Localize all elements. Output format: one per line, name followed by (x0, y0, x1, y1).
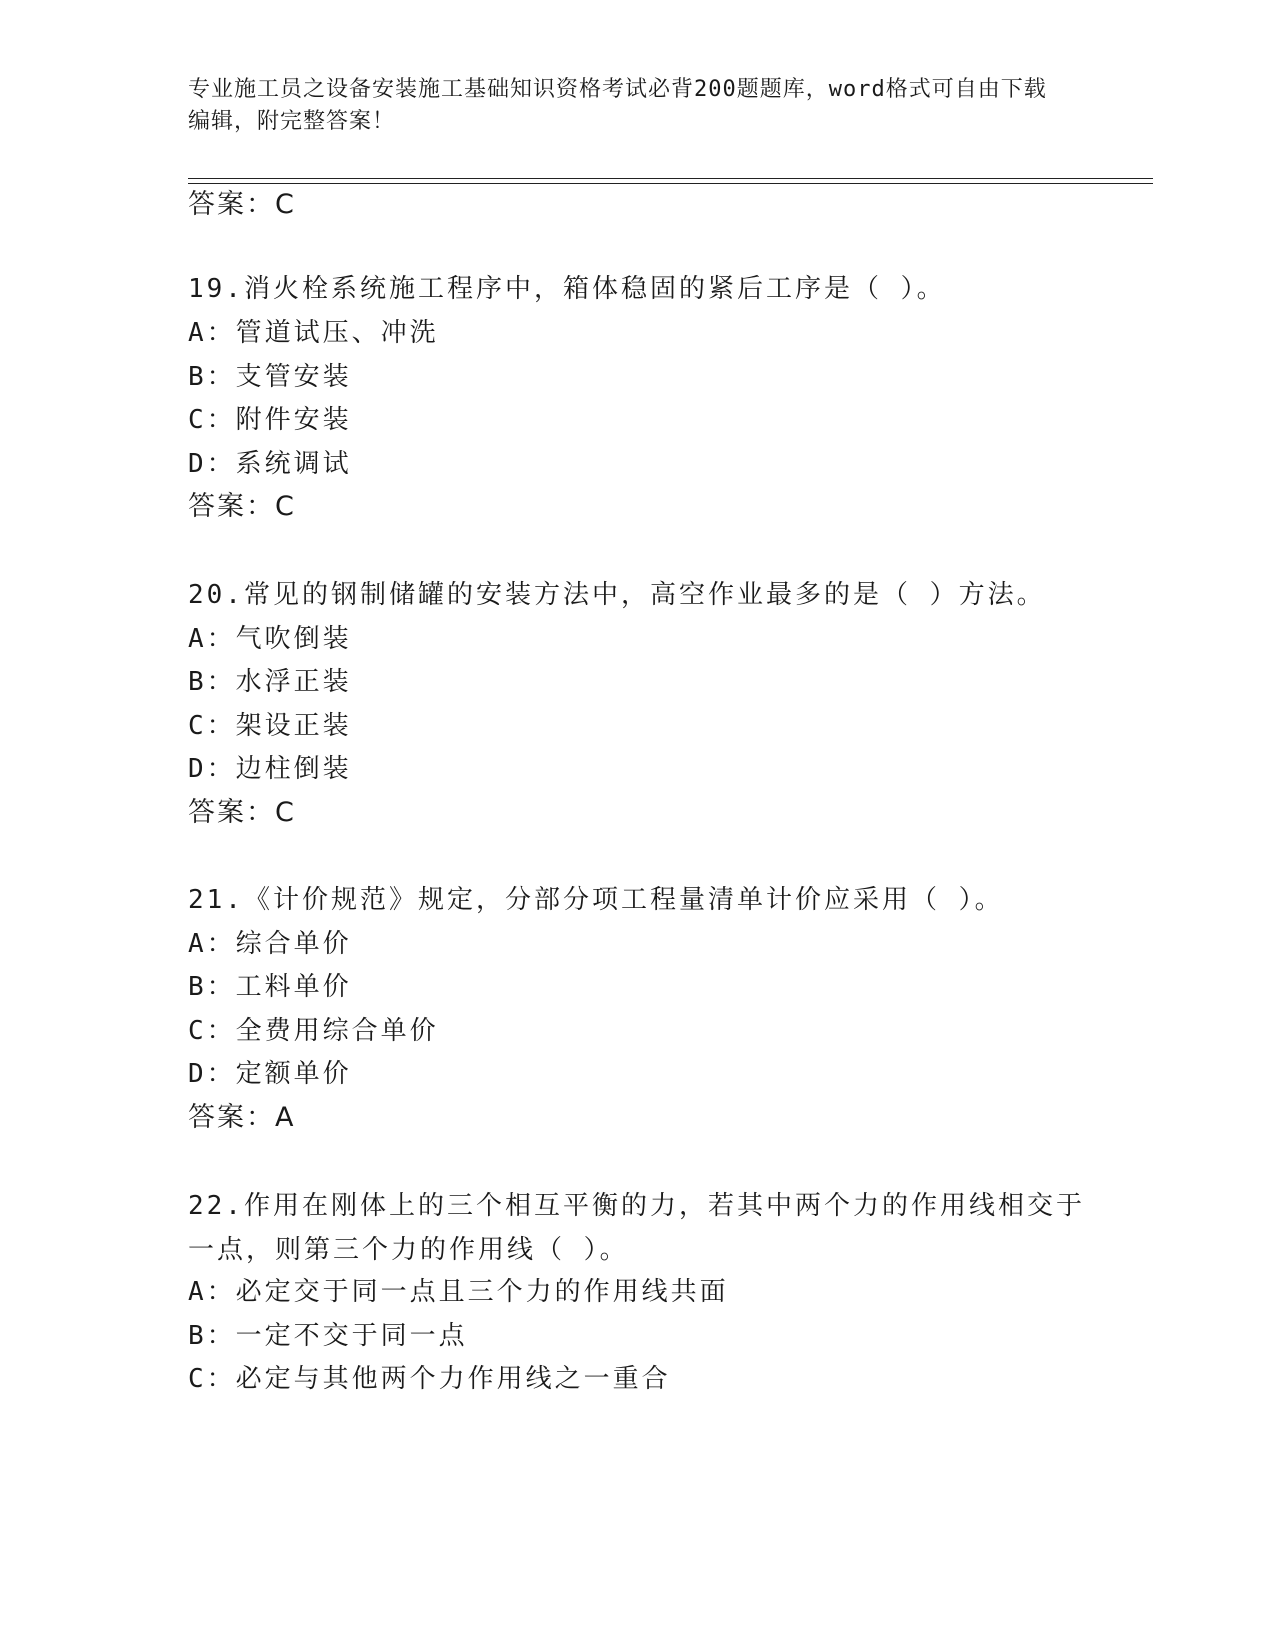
document-header: 专业施工员之设备安装施工基础知识资格考试必背200题题库，word格式可自由下载编辑，附完整答案！ (188, 77, 1047, 134)
option-d: D：定额单价 (188, 1059, 352, 1089)
option-c: C：架设正装 (188, 711, 352, 741)
question-stem: 22.作用在刚体上的三个相互平衡的力，若其中两个力的作用线相交于一点，则第三个力的作用线（ ）。 (188, 1191, 1085, 1265)
option-b: B：水浮正装 (188, 667, 352, 697)
option-c: C：附件安装 (188, 405, 352, 435)
option-a: A：气吹倒装 (188, 624, 352, 654)
header-divider-bottom (188, 183, 1153, 184)
option-b: B：支管安装 (188, 362, 352, 392)
header-divider-top (188, 178, 1153, 179)
option-c: C：全费用综合单价 (188, 1016, 439, 1046)
option-a: A：管道试压、冲洗 (188, 318, 439, 348)
option-d: D：系统调试 (188, 449, 352, 479)
option-c: C：必定与其他两个力作用线之一重合 (188, 1364, 671, 1394)
option-a: A：综合单价 (188, 929, 352, 959)
option-d: D：边柱倒装 (188, 754, 352, 784)
answer-line: 答案：C (188, 491, 296, 522)
answer-line: 答案：C (188, 189, 296, 220)
question-stem: 19.消火栓系统施工程序中，箱体稳固的紧后工序是（ ）。 (188, 274, 946, 304)
answer-line: 答案：C (188, 797, 296, 828)
option-a: A：必定交于同一点且三个力的作用线共面 (188, 1277, 729, 1307)
question-stem: 21.《计价规范》规定，分部分项工程量清单计价应采用（ ）。 (188, 885, 1004, 915)
answer-line: 答案：A (188, 1102, 296, 1133)
option-b: B：一定不交于同一点 (188, 1321, 468, 1351)
option-b: B：工料单价 (188, 972, 352, 1002)
question-stem: 20.常见的钢制储罐的安装方法中，高空作业最多的是（ ）方法。 (188, 580, 1046, 610)
